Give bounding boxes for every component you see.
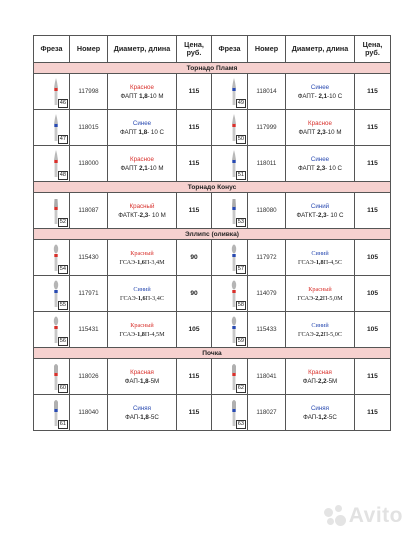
image-number-badge: 56 [59, 338, 66, 344]
spec-suffix: П-4,5С [323, 258, 342, 266]
model-spec [286, 93, 354, 100]
diameter-length-cell [286, 146, 355, 182]
article-number: 115430 [70, 240, 108, 276]
header-number: Номер [248, 36, 286, 63]
header-row [34, 36, 391, 63]
header-diameter: Диаметр, длина [108, 36, 177, 63]
diameter-length-cell [108, 146, 177, 182]
image-number-badge: 59 [237, 338, 244, 344]
spec-prefix: ГСАЭ- [297, 294, 316, 302]
price-value: 115 [177, 146, 212, 182]
image-number-badge: 49 [237, 100, 244, 106]
image-number-badge: 51 [237, 172, 244, 178]
model-spec [286, 414, 354, 421]
tool-image-cell [212, 312, 248, 348]
spec-suffix: П-5,0М [322, 294, 343, 302]
table-row [34, 276, 391, 312]
image-number-badge: 54 [59, 266, 66, 272]
spec-suffix: -10 М [147, 92, 164, 100]
image-number-badge: 62 [237, 385, 244, 391]
spec-suffix: - 10 М [148, 211, 166, 219]
diameter-length-cell [286, 74, 355, 110]
image-number-badge: 52 [59, 219, 66, 225]
spec-suffix: - 10 С [326, 211, 344, 219]
spec-prefix: ГСАЭ- [119, 258, 138, 266]
spec-prefix: ФАТКТ- [118, 211, 140, 219]
price-value: 115 [177, 74, 212, 110]
table-row [34, 240, 391, 276]
spec-prefix: ФАПТ [298, 128, 318, 136]
table-row [34, 193, 391, 229]
spec-prefix: ФАПТ [297, 164, 317, 172]
tool-image-cell [212, 146, 248, 182]
spec-diameter: 2,3 [316, 164, 326, 172]
color-label: Красное [308, 119, 332, 127]
model-spec [108, 378, 176, 385]
article-number: 118027 [248, 395, 286, 431]
header-diameter: Диаметр, длина [286, 36, 355, 63]
tool-image-cell [34, 240, 70, 276]
price-value: 105 [177, 312, 212, 348]
model-spec [108, 129, 176, 136]
image-number-badge: 63 [237, 421, 244, 427]
color-label: Красная [130, 368, 154, 376]
diameter-length-cell [108, 359, 177, 395]
price-value: 115 [355, 359, 391, 395]
table-row [34, 395, 391, 431]
section-row [34, 63, 391, 74]
price-value: 115 [177, 193, 212, 229]
color-label: Красный [130, 249, 154, 257]
spec-prefix: ФАТКТ- [296, 211, 318, 219]
color-label: Синее [310, 83, 330, 91]
color-label: Синий [310, 202, 330, 210]
diameter-length-cell [108, 74, 177, 110]
diameter-length-cell [108, 395, 177, 431]
model-spec [286, 129, 354, 136]
spec-suffix: П-4,5М [144, 330, 165, 338]
header-price: Цена, руб. [177, 36, 212, 63]
article-number: 118080 [248, 193, 286, 229]
spec-prefix: ГСАЭ- [120, 294, 138, 302]
tool-image-cell [212, 74, 248, 110]
model-spec [108, 212, 176, 219]
diameter-length-cell [108, 312, 177, 348]
diameter-length-cell [286, 276, 355, 312]
spec-suffix: -5М [148, 377, 160, 385]
spec-suffix: -5С [326, 413, 337, 421]
section-row [34, 182, 391, 193]
article-number: 118014 [248, 74, 286, 110]
header-price: Цена, руб. [355, 36, 391, 63]
tool-image-cell [34, 110, 70, 146]
model-spec [286, 295, 354, 302]
spec-diameter: 1,6 [137, 294, 146, 302]
header-number: Номер [70, 36, 108, 63]
model-spec [108, 259, 176, 266]
header-tool: Фреза [34, 36, 70, 63]
model-spec [108, 295, 176, 302]
price-value: 90 [177, 276, 212, 312]
section-title: Почка [34, 348, 391, 359]
color-label: Красное [130, 83, 154, 91]
tool-image-cell [34, 395, 70, 431]
spec-diameter: 2,3 [317, 211, 327, 219]
model-spec [286, 165, 354, 172]
spec-diameter: 2,2 [315, 330, 324, 338]
color-label: Синий [311, 321, 329, 329]
spec-prefix: ФАПТ [120, 164, 140, 172]
section-row [34, 348, 391, 359]
color-label: Синяя [132, 404, 152, 412]
diameter-length-cell [108, 276, 177, 312]
spec-prefix: ГСАЭ- [119, 330, 138, 338]
spec-diameter: 1,8 [139, 377, 149, 385]
diameter-length-cell [108, 110, 177, 146]
spec-suffix: -10 М [147, 164, 164, 172]
spec-diameter: 2,3 [317, 128, 326, 136]
image-number-badge: 53 [237, 219, 244, 225]
spec-suffix: -5М [326, 377, 338, 385]
spec-suffix: П-3,4М [144, 258, 165, 266]
spec-diameter: 1,6 [137, 258, 145, 266]
price-value: 90 [177, 240, 212, 276]
article-number: 118041 [248, 359, 286, 395]
color-label: Синее [132, 119, 152, 127]
diameter-length-cell [286, 240, 355, 276]
spec-suffix: -5С [148, 413, 159, 421]
tool-image-cell [34, 74, 70, 110]
image-number-badge: 46 [59, 100, 66, 106]
color-label: Синий [311, 249, 329, 257]
spec-diameter: 2,2 [315, 294, 323, 302]
price-value: 115 [355, 193, 391, 229]
tool-image-cell [212, 276, 248, 312]
price-value: 115 [355, 110, 391, 146]
spec-prefix: ФАП- [125, 413, 141, 421]
tool-image-cell [212, 193, 248, 229]
spec-prefix: ФАПТ- [297, 92, 319, 100]
color-label: Красная [308, 368, 332, 376]
spec-diameter: 1,8 [137, 330, 145, 338]
spec-suffix: -10 С [327, 92, 343, 100]
diameter-length-cell [286, 110, 355, 146]
article-number: 115433 [248, 312, 286, 348]
section-row [34, 229, 391, 240]
spec-prefix: ФАП- [303, 413, 319, 421]
diameter-length-cell [286, 312, 355, 348]
spec-diameter: 2,3 [139, 211, 149, 219]
article-number: 117999 [248, 110, 286, 146]
tool-image-cell [34, 276, 70, 312]
article-number: 118040 [70, 395, 108, 431]
spec-prefix: ФАП- [124, 377, 140, 385]
price-value: 105 [355, 312, 391, 348]
image-number-badge: 60 [59, 385, 66, 391]
spec-suffix: - 10 С [325, 164, 343, 172]
spec-suffix: П-3,4С [145, 294, 164, 302]
color-label: Красный [129, 202, 155, 210]
price-value: 105 [355, 276, 391, 312]
tool-image-cell [34, 193, 70, 229]
spec-diameter: 1,2 [318, 413, 327, 421]
image-number-badge: 61 [59, 421, 66, 427]
article-number: 118026 [70, 359, 108, 395]
model-spec [108, 93, 176, 100]
table-row [34, 359, 391, 395]
tool-image-cell [212, 395, 248, 431]
spec-diameter: 2,1 [318, 92, 328, 100]
section-title: Торнадо Пламя [34, 63, 391, 74]
article-number: 118087 [70, 193, 108, 229]
model-spec [286, 259, 354, 266]
tool-image-cell [34, 146, 70, 182]
image-number-badge: 47 [59, 136, 66, 142]
price-table [33, 35, 391, 431]
article-number: 114079 [248, 276, 286, 312]
article-number: 118011 [248, 146, 286, 182]
spec-prefix: ГСАЭ- [298, 258, 316, 266]
spec-prefix: ФАПТ [120, 92, 140, 100]
table-row [34, 312, 391, 348]
table-row [34, 146, 391, 182]
price-value: 115 [177, 110, 212, 146]
diameter-length-cell [286, 395, 355, 431]
spec-diameter: 1,8 [138, 128, 148, 136]
color-label: Красное [130, 155, 154, 163]
spec-diameter: 1,8 [139, 92, 148, 100]
price-value: 115 [177, 359, 212, 395]
price-value: 115 [177, 395, 212, 431]
spec-diameter: 2,2 [317, 377, 327, 385]
article-number: 115431 [70, 312, 108, 348]
model-spec [286, 378, 354, 385]
article-number: 117972 [248, 240, 286, 276]
tool-image-cell [212, 359, 248, 395]
spec-suffix: П-5,0С [323, 330, 342, 338]
diameter-length-cell [108, 240, 177, 276]
image-number-badge: 50 [237, 136, 244, 142]
color-label: Красный [130, 321, 154, 329]
tool-image-cell [34, 359, 70, 395]
price-value: 115 [355, 146, 391, 182]
model-spec [286, 331, 354, 338]
model-spec [286, 212, 354, 219]
avito-logo-icon [324, 505, 346, 527]
spec-diameter: 2,1 [139, 164, 148, 172]
color-label: Синее [310, 155, 330, 163]
image-number-badge: 48 [59, 172, 66, 178]
price-value: 105 [355, 240, 391, 276]
tool-image-cell [34, 312, 70, 348]
avito-watermark [324, 504, 403, 528]
price-value: 115 [355, 395, 391, 431]
table-row [34, 110, 391, 146]
article-number: 118000 [70, 146, 108, 182]
price-value: 115 [355, 74, 391, 110]
spec-prefix: ФАПТ [119, 128, 139, 136]
diameter-length-cell [286, 359, 355, 395]
article-number: 117998 [70, 74, 108, 110]
article-number: 117971 [70, 276, 108, 312]
header-tool: Фреза [212, 36, 248, 63]
spec-prefix: ФАП- [302, 377, 318, 385]
diameter-length-cell [108, 193, 177, 229]
model-spec [108, 414, 176, 421]
spec-suffix: -10 М [325, 128, 342, 136]
spec-diameter: 1,8 [315, 258, 324, 266]
watermark-text: Avito [348, 504, 403, 527]
spec-diameter: 1,8 [140, 413, 149, 421]
image-number-badge: 57 [237, 266, 244, 272]
section-title: Эллипс (оливка) [34, 229, 391, 240]
color-label: Синий [133, 285, 151, 293]
color-label: Синяя [310, 404, 330, 412]
section-title: Торнадо Конус [34, 182, 391, 193]
image-number-badge: 55 [59, 302, 66, 308]
tool-image-cell [212, 240, 248, 276]
table-row [34, 74, 391, 110]
article-number: 118015 [70, 110, 108, 146]
spec-prefix: ГСАЭ- [298, 330, 316, 338]
spec-suffix: - 10 С [147, 128, 165, 136]
color-label: Красный [308, 285, 332, 293]
model-spec [108, 165, 176, 172]
tool-image-cell [212, 110, 248, 146]
image-number-badge: 58 [237, 302, 244, 308]
diameter-length-cell [286, 193, 355, 229]
model-spec [108, 331, 176, 338]
